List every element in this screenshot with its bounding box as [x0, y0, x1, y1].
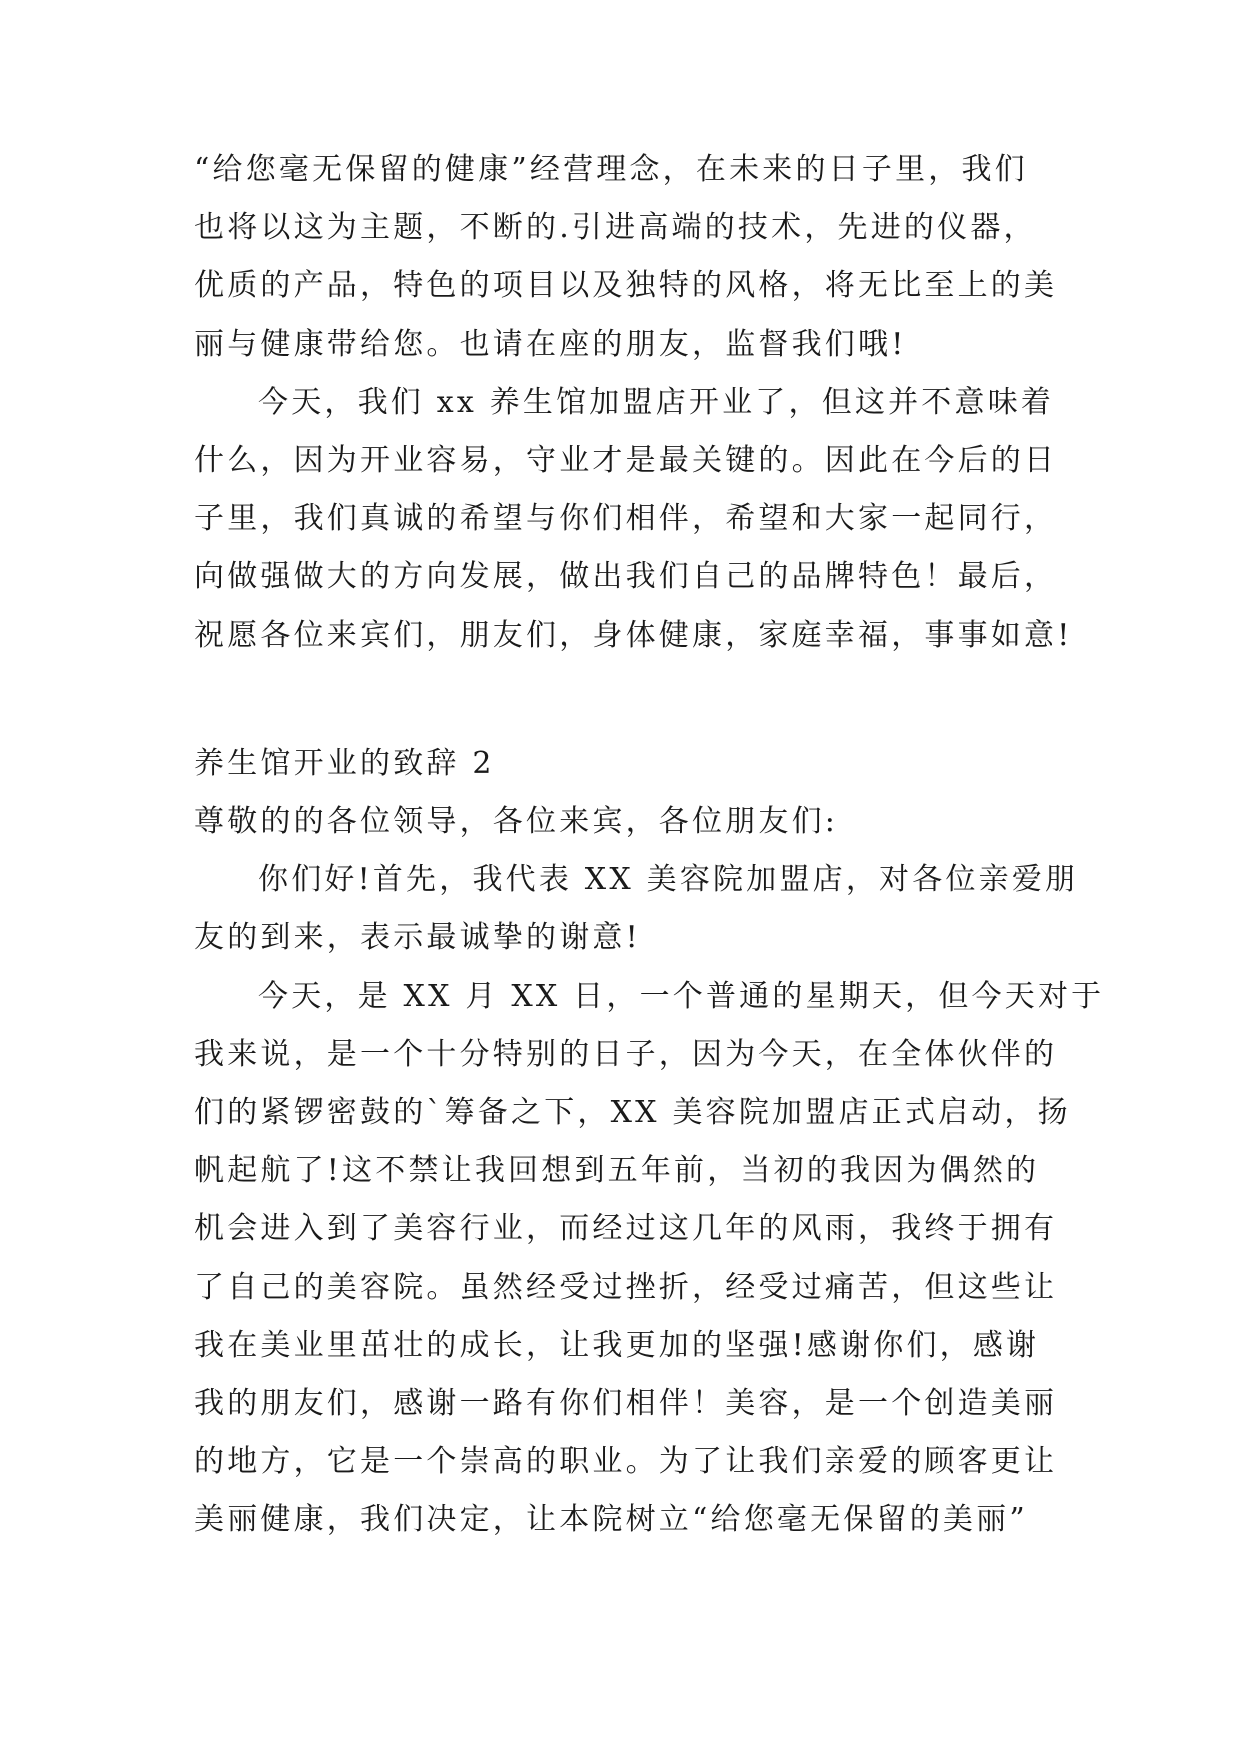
paragraph-line: 优质的产品，特色的项目以及独特的风格，将无比至上的美: [194, 268, 1058, 303]
paragraph-line: 友的到来，表示最诚挚的谢意!: [194, 920, 641, 955]
paragraph-line: 我的朋友们，感谢一路有你们相伴！美容，是一个创造美丽: [194, 1386, 1058, 1421]
section-title: 养生馆开业的致辞 2: [194, 746, 495, 781]
paragraph-line: 我来说，是一个十分特别的日子，因为今天，在全体伙伴的: [194, 1037, 1058, 1072]
paragraph-line: 美丽健康，我们决定，让本院树立“给您毫无保留的美丽”: [194, 1502, 1028, 1537]
paragraph-line: 们的紧锣密鼓的`筹备之下，XX 美容院加盟店正式启动，扬: [194, 1095, 1071, 1130]
paragraph-line: 什么，因为开业容易，守业才是最关键的。因此在今后的日: [194, 443, 1058, 478]
paragraph-line: 丽与健康带给您。也请在座的朋友，监督我们哦!: [194, 327, 907, 362]
paragraph-line: 祝愿各位来宾们，朋友们，身体健康，家庭幸福，事事如意!: [194, 618, 1073, 653]
paragraph-line: 的地方，它是一个崇高的职业。为了让我们亲爱的顾客更让: [194, 1444, 1058, 1479]
paragraph-line: 机会进入到了美容行业，而经过这几年的风雨，我终于拥有: [194, 1211, 1058, 1246]
paragraph-line: “给您毫无保留的健康”经营理念，在未来的日子里，我们: [194, 152, 1028, 187]
salutation: 尊敬的的各位领导，各位来宾，各位朋友们:: [194, 804, 839, 839]
paragraph-line: 帆起航了!这不禁让我回想到五年前，当初的我因为偶然的: [194, 1153, 1040, 1188]
paragraph-line: 今天，我们 xx 养生馆加盟店开业了，但这并不意味着: [258, 385, 1055, 420]
paragraph-line: 了自己的美容院。虽然经受过挫折，经受过痛苦，但这些让: [194, 1270, 1058, 1305]
paragraph-line: 我在美业里茁壮的成长，让我更加的坚强!感谢你们，感谢: [194, 1328, 1040, 1363]
paragraph-line: 今天，是 XX 月 XX 日，一个普通的星期天，但今天对于: [258, 979, 1105, 1014]
paragraph-line: 也将以这为主题，不断的.引进高端的技术，先进的仪器，: [194, 210, 1037, 245]
paragraph-line: 子里，我们真诚的希望与你们相伴，希望和大家一起同行，: [194, 501, 1058, 536]
paragraph-line: 你们好!首先，我代表 XX 美容院加盟店，对各位亲爱朋: [258, 862, 1079, 897]
paragraph-line: 向做强做大的方向发展，做出我们自己的品牌特色！最后，: [194, 559, 1058, 594]
